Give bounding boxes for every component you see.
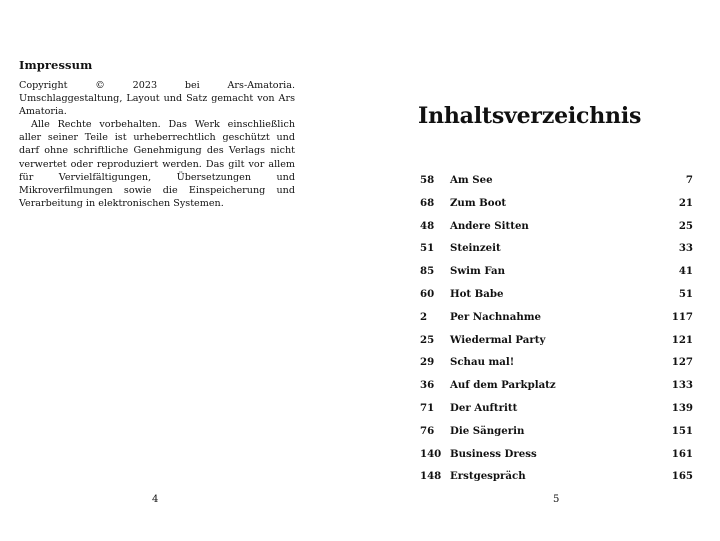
toc-entry-page: 51: [678, 287, 693, 300]
toc-entry: [420, 194, 693, 217]
page-number-right: 5: [553, 494, 560, 505]
toc-entry: [420, 376, 693, 399]
toc-entry: [420, 331, 693, 354]
toc-entry-code: 2: [420, 310, 428, 323]
toc-entry-title: Wiedermal Party: [450, 333, 546, 346]
toc-entry: [420, 171, 693, 194]
toc-entry-title: Steinzeit: [450, 242, 501, 255]
toc-entry: [420, 353, 693, 376]
toc-entry-title: Die Sängerin: [450, 424, 525, 437]
toc-entry-title: Am See: [450, 174, 493, 186]
toc-entry-page: 7: [685, 174, 693, 186]
toc-entry: [420, 262, 693, 285]
impressum-text: [19, 79, 295, 210]
toc-heading: Inhaltsverzeichnis: [418, 103, 642, 129]
impressum-paragraph-copyright: Copyright © 2023 bei Ars-Amatoria. Umschlaggestaltung, Layout und Satz gemacht von Ars Amatoria.: [19, 80, 295, 118]
toc-entry-page: 165: [671, 470, 693, 483]
toc-entry: [420, 308, 693, 331]
toc-entry-title: Hot Babe: [450, 287, 504, 300]
toc-entry-page: 25: [678, 219, 693, 232]
toc-entry-title: Per Nachnahme: [450, 310, 541, 323]
toc-entry: [420, 467, 693, 490]
table-of-contents: [420, 171, 693, 490]
impressum-paragraph-rights: Alle Rechte vorbehalten. Das Werk einschließlich aller seiner Teile ist urheberrechtlich geschützt und darf ohne schriftliche Genehmigung des Verlags nicht verwertet oder reproduziert werden. Das gilt vor allem für Vervielfältigungen, Übersetzungen und Mikroverfilmungen sowie die Einspeicherung und Verarbeitung in elektronischen Systemen.: [19, 119, 295, 209]
toc-entry-code: 25: [420, 333, 435, 346]
toc-entry: [420, 422, 693, 445]
toc-entry-code: 29: [420, 356, 435, 369]
toc-entry-title: Andere Sitten: [450, 219, 529, 232]
toc-entry: [420, 239, 693, 262]
toc-entry-title: Swim Fan: [450, 265, 506, 278]
toc-entry-code: 58: [420, 174, 435, 186]
toc-entry-code: 48: [420, 219, 435, 232]
toc-entry-page: 151: [671, 424, 693, 437]
toc-entry: [420, 399, 693, 422]
toc-entry-code: 36: [420, 379, 435, 392]
toc-entry-code: 68: [420, 196, 435, 209]
toc-entry-code: 140: [420, 447, 442, 460]
toc-entry-page: 127: [671, 356, 693, 369]
toc-entry-code: 60: [420, 287, 435, 300]
toc-entry-page: 133: [671, 379, 693, 392]
toc-entry-code: 51: [420, 242, 435, 255]
page-number-left: 4: [152, 494, 159, 505]
toc-entry-page: 117: [671, 310, 693, 323]
toc-entry: [420, 445, 693, 468]
toc-entry-page: 139: [671, 401, 693, 414]
toc-entry-page: 33: [678, 242, 693, 255]
toc-entry-title: Business Dress: [450, 447, 537, 460]
toc-entry-page: 121: [671, 333, 693, 346]
toc-entry-title: Zum Boot: [450, 196, 507, 209]
toc-entry-page: 41: [678, 265, 693, 278]
toc-entry-page: 161: [671, 447, 693, 460]
right-page: [360, 0, 720, 541]
toc-entry-title: Der Auftritt: [450, 401, 518, 414]
toc-entry-title: Schau mal!: [450, 356, 515, 369]
toc-entry-code: 71: [420, 401, 435, 414]
toc-entry: [420, 285, 693, 308]
toc-entry-title: Auf dem Parkplatz: [450, 379, 556, 392]
toc-entry-page: 21: [678, 196, 693, 209]
impressum-heading: Impressum: [19, 58, 93, 72]
toc-entry-code: 85: [420, 265, 435, 278]
toc-entry-code: 76: [420, 424, 435, 437]
toc-entry: [420, 217, 693, 240]
toc-entry-code: 148: [420, 470, 442, 483]
toc-entry-title: Erstgespräch: [450, 470, 526, 483]
